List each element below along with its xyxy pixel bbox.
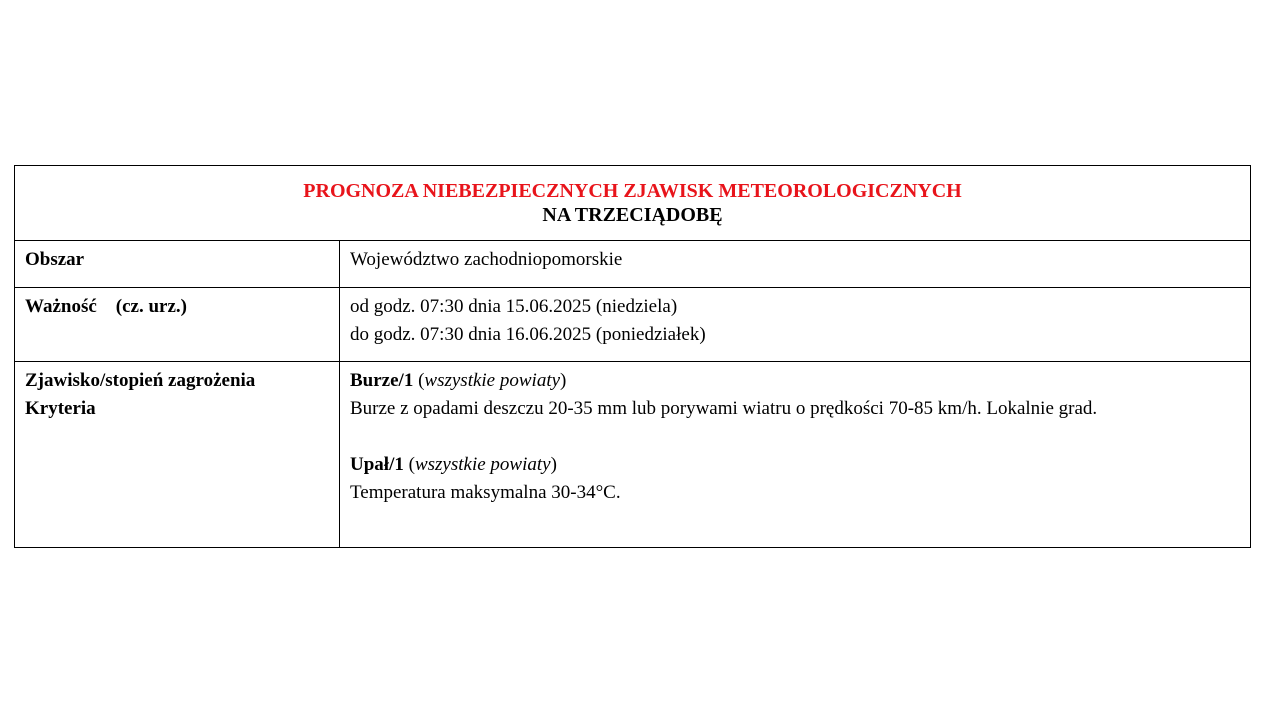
table-row-obszar (15, 240, 1250, 287)
waznosc-label-cell (15, 288, 340, 361)
waznosc-label: Ważność (25, 296, 97, 317)
zjawisko-value-cell (340, 362, 1250, 547)
hazard-name: Upał/1 (350, 454, 404, 475)
hazard-heading-burze: Burze/1 (wszystkie powiaty) (350, 370, 567, 391)
hazard-name: Burze/1 (350, 370, 414, 391)
forecast-title: PROGNOZA NIEBEZPIECZNYCH ZJAWISK METEOROLOGICZNYCH (303, 180, 962, 202)
obszar-label: Obszar (15, 241, 340, 287)
hazard-heading-upal: Upał/1 (wszystkie powiaty) (350, 454, 557, 475)
spacer (350, 423, 1240, 451)
validity-to: do godz. 07:30 dnia 16.06.2025 (poniedziałek) (350, 324, 706, 345)
waznosc-value-cell (340, 288, 1250, 361)
waznosc-label-suffix: (cz. urz.) (115, 296, 187, 317)
kryteria-label: Kryteria (25, 398, 96, 419)
hazard-scope: wszystkie powiaty (424, 370, 561, 391)
hazard-scope: wszystkie powiaty (414, 454, 551, 475)
obszar-value: Województwo zachodniopomorskie (350, 249, 623, 270)
table-header (15, 166, 1250, 240)
zjawisko-label: Zjawisko/stopień zagrożenia (25, 370, 256, 391)
table-row-zjawisko (15, 361, 1250, 547)
hazard-description: Temperatura maksymalna 30-34°C. (350, 482, 621, 503)
zjawisko-label-cell (15, 362, 340, 547)
validity-from: od godz. 07:30 dnia 15.06.2025 (niedziela) (350, 296, 678, 317)
table-row-waznosc (15, 287, 1250, 361)
forecast-subtitle: NA TRZECIĄDOBĘ (542, 204, 723, 226)
hazard-description: Burze z opadami deszczu 20-35 mm lub porywami wiatru o prędkości 70-85 km/h. Lokalnie grad. (350, 398, 1098, 419)
forecast-table (14, 165, 1251, 548)
